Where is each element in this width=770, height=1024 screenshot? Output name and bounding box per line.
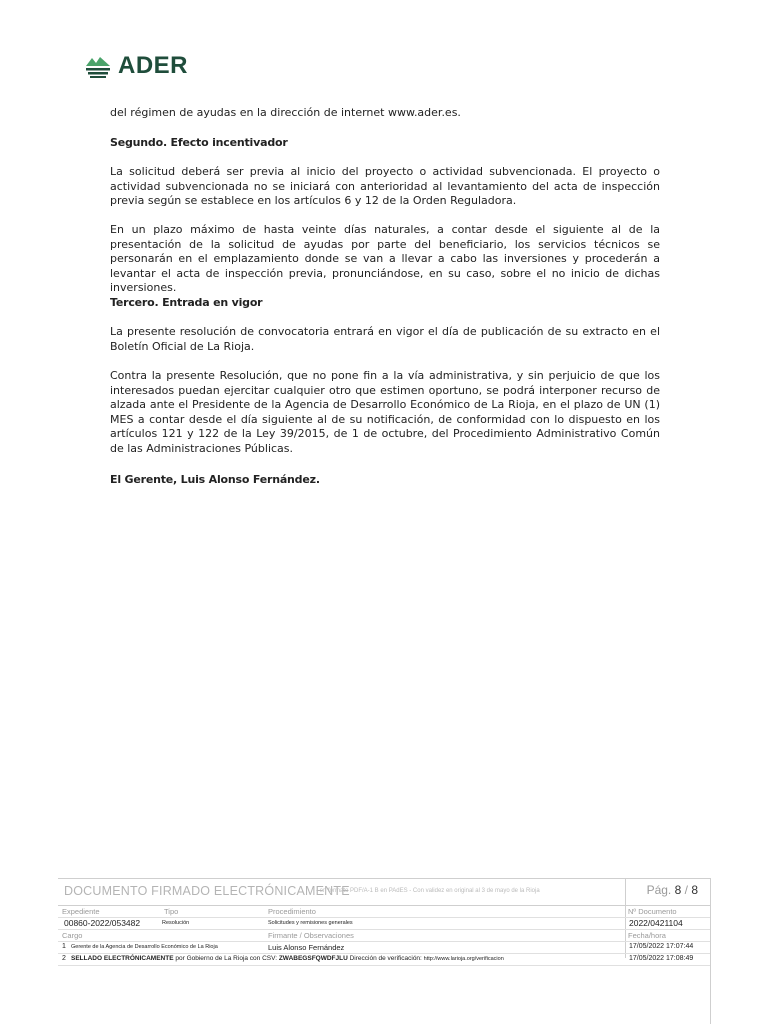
heading-tercero: Tercero. Entrada en vigor [110, 296, 263, 309]
signer-row-1 [58, 942, 710, 954]
logo-text: ADER [118, 52, 189, 79]
label-fecha: Fecha/hora [628, 931, 666, 940]
signer-1-cargo: Gerente de la Agencia de Desarrollo Económico de La Rioja [71, 944, 218, 950]
value-n-documento: 2022/0421104 [629, 918, 683, 928]
label-n-documento: Nº Documento [628, 907, 677, 916]
seal-verification-label: Dirección de verificación: [347, 955, 424, 962]
value-tipo: Resolución [162, 920, 190, 926]
signer-1-fecha: 17/05/2022 17:07:44 [629, 943, 694, 950]
page-label: Pág. [646, 883, 672, 897]
label-expediente: Expediente [62, 907, 100, 916]
seal-line [71, 955, 504, 962]
paragraph-recurso: Contra la presente Resolución, que no pone fin a la vía administrativa, y sin perjuicio de que los interesados puedan ejercitar cualquier otro que estimen oportuno, se podrá interponer recurso de alzada ante el Presidente de la Agencia de Desarrollo Económico de La Rioja, en el plazo de UN (1) MES a contar desde el día siguiente al de su notificación, de conformidad con lo dispuesto en los artículos 121 y 122 de la Ley 39/2015, de 1 de octubre, del Procedimiento Administrativo Común de las Administraciones Públicas. [110, 369, 660, 455]
values-row-1 [58, 918, 710, 930]
label-procedimiento: Procedimiento [268, 907, 316, 916]
heading-segundo: Segundo. Efecto incentivador [110, 136, 288, 149]
page-indicator [647, 883, 698, 897]
label-firmante: Firmante / Observaciones [268, 931, 354, 940]
seal-text: por Gobierno de La Rioja con CSV: [173, 955, 279, 962]
labels-row-2 [58, 930, 710, 942]
value-procedimiento: Solicitudes y remisiones generales [268, 920, 353, 926]
value-expediente: 00860-2022/053482 [64, 918, 141, 928]
page-separator: / [684, 883, 688, 897]
signer-row-2 [58, 954, 710, 966]
signature-line: El Gerente, Luis Alonso Fernández. [110, 473, 320, 486]
signature-title: DOCUMENTO FIRMADO ELECTRÓNICAMENTE [64, 884, 350, 898]
paragraph-intro: del régimen de ayudas en la dirección de internet www.ader.es. [110, 106, 461, 119]
paragraph-plazo: En un plazo máximo de hasta veinte días naturales, a contar desde el siguiente al de la presentación de la solicitud de ayudas por parte del beneficiario, los servicios técnicos se personarán en el emplazamiento donde se van a llevar a cabo las inversiones y procederán a levantar el acta de inspección previa, pronunciándose, en su caso, sobre el no inicio de dichas inversiones. [110, 223, 660, 294]
ader-mountain-logo-icon [84, 54, 112, 78]
paragraph-entrada-vigor: La presente resolución de convocatoria entrará en vigor el día de publicación de su extracto en el Boletín Oficial de La Rioja. [110, 325, 660, 353]
signer-2-fecha: 17/05/2022 17:08:49 [629, 955, 694, 962]
paragraph-solicitud: La solicitud deberá ser previa al inicio del proyecto o actividad subvencionada. El proyecto o actividad subvencionada no se iniciará con anterioridad al levantamiento del acta de inspección previa según se establece en los artículos 6 y 12 de la Orden Reguladora. [110, 165, 660, 207]
ader-logo [84, 52, 188, 80]
page-number: 8 [674, 883, 682, 897]
signature-note: - en formato PDF/A-1 B en PAdES - Con validez en original al 3 de mayo de la Rioja [316, 888, 540, 894]
signer-1-number: 1 [62, 943, 66, 950]
seal-verification-url[interactable]: http://www.larioja.org/verificacion [423, 956, 504, 962]
seal-csv: ZWABEGSFQWDFJLU [278, 955, 348, 962]
label-cargo: Cargo [62, 931, 83, 940]
seal-label: SELLADO ELECTRÓNICAMENTE [71, 955, 174, 962]
signer-2-number: 2 [62, 955, 66, 962]
electronic-signature-box [58, 878, 710, 966]
right-margin-line [710, 878, 711, 1024]
labels-row-1 [58, 906, 710, 918]
label-tipo: Tipo [164, 907, 179, 916]
signature-header [58, 878, 710, 906]
signer-1-firmante: Luis Alonso Fernández [268, 943, 345, 952]
page-total: 8 [691, 883, 698, 897]
